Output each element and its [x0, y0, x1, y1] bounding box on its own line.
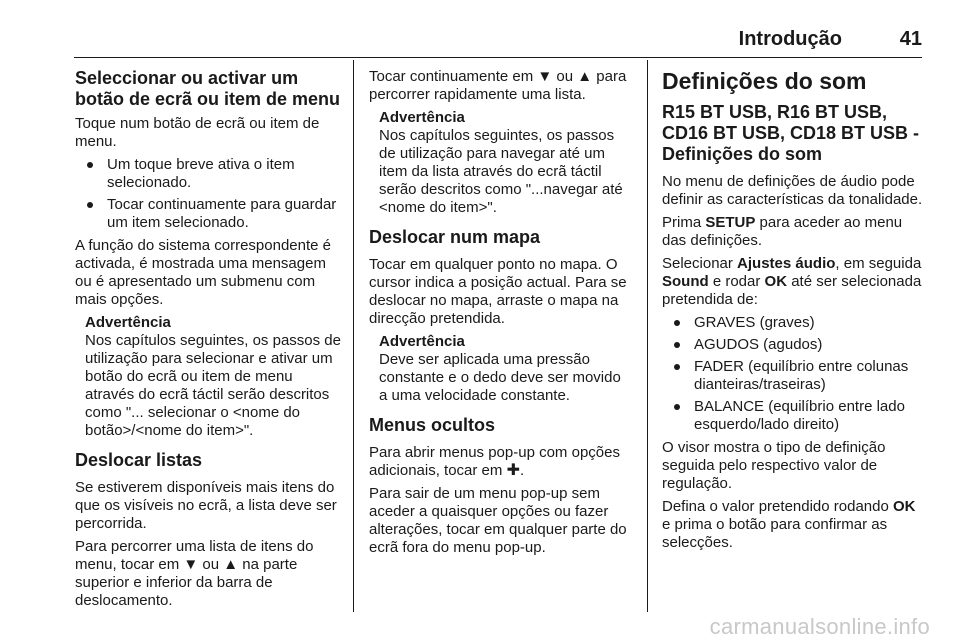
note-text: Nos capítulos seguintes, os passos de utilização para selecionar e ativar um botão do ecrã ou item de menu através do ecrã táctil serão descritos como "... selecionar o <nome do botão>/<nome do item>". [85, 332, 341, 439]
paragraph: O visor mostra o tipo de definição seguida pelo respectivo valor de regulação. [662, 439, 886, 492]
note-title: Advertência [379, 333, 465, 350]
column-divider-2 [647, 60, 648, 612]
note-text: Deve ser aplicada uma pressão constante e o dedo deve ser movido a uma velocidade constante. [379, 351, 621, 404]
list-item: GRAVES (graves) [662, 314, 926, 332]
note-title: Advertência [85, 314, 171, 331]
bullet-list [662, 314, 926, 434]
note-title: Advertência [379, 109, 465, 126]
list-item: Um toque breve ativa o item selecionado. [75, 156, 341, 192]
paragraph: A função do sistema correspondente é activada, é mostrada uma mensagem ou é apresentado um submenu com mais opções. [75, 237, 331, 308]
heading-scroll-map: Deslocar num mapa [369, 227, 541, 247]
plus-icon: ✚ [506, 462, 520, 479]
list-item: FADER (equilíbrio entre colunas dianteiras/traseiras) [662, 358, 926, 394]
paragraph: Para abrir menus pop-up com opções adicionais, tocar em ✚. [369, 444, 620, 479]
paragraph: Prima SETUP para aceder ao menu das definições. [662, 214, 903, 249]
list-item: Tocar continuamente para guardar um item selecionado. [75, 196, 341, 232]
watermark: carmanualsonline.info [709, 614, 930, 639]
section-title: Introdução [738, 28, 842, 50]
page-number: 41 [899, 28, 922, 50]
bullet-icon [674, 342, 680, 348]
bullet-list [75, 156, 341, 232]
column-1 [75, 68, 341, 615]
paragraph: Toque num botão de ecrã ou item de menu. [75, 115, 320, 150]
page-header [74, 25, 922, 58]
note-text: Nos capítulos seguintes, os passos de utilização para navegar até um item da lista através do ecrã táctil serão descritos como "...navegar até <nome do item>". [379, 127, 623, 216]
paragraph: No menu de definições de áudio pode definir as características da tonalidade. [662, 173, 923, 208]
paragraph: Defina o valor pretendido rodando OK e prima o botão para confirmar as selecções. [662, 498, 916, 551]
ok-key-label: OK [893, 498, 916, 515]
paragraph: Se estiverem disponíveis mais itens do que os visíveis no ecrã, a lista deve ser percorrida. [75, 479, 337, 532]
paragraph: Tocar continuamente em ▼ ou ▲ para percorrer rapidamente uma lista. [369, 68, 627, 103]
heading-select-activate: Seleccionar ou activar um botão de ecrã ou item de menu [75, 68, 341, 109]
paragraph: Tocar em qualquer ponto no mapa. O cursor indica a posição actual. Para se deslocar no mapa, arraste o mapa na direcção pretendida. [369, 256, 627, 327]
heading-hidden-menus: Menus ocultos [369, 415, 496, 435]
ok-key-label: OK [764, 273, 788, 290]
column-divider-1 [353, 60, 354, 612]
column-2 [369, 68, 633, 562]
heading-models-sound-settings: R15 BT USB, R16 BT USB, CD16 BT USB, CD18 BT USB - Definições do som [662, 102, 920, 164]
menu-label-audio: Ajustes áudio [737, 255, 836, 272]
paragraph: Para sair de um menu pop-up sem aceder a quaisquer opções ou fazer alterações, tocar em qualquer parte do ecrã fora do menu pop-up. [369, 485, 627, 556]
list-item: BALANCE (equilíbrio entre lado esquerdo/lado direito) [662, 398, 926, 434]
note-box [379, 109, 633, 217]
bullet-icon [674, 404, 680, 410]
list-item: AGUDOS (agudos) [662, 336, 926, 354]
bullet-icon [87, 162, 93, 168]
bullet-icon [674, 364, 680, 370]
paragraph: Para percorrer uma lista de itens do menu, tocar em ▼ ou ▲ na parte superior e inferior da barra de deslocamento. [75, 538, 314, 609]
heading-scroll-lists: Deslocar listas [75, 450, 203, 470]
menu-label-sound: Sound [662, 273, 709, 290]
bullet-icon [87, 202, 93, 208]
heading-sound-settings: Definições do som [662, 68, 867, 94]
setup-key-label: SETUP [705, 214, 756, 231]
note-box [379, 333, 633, 405]
column-3 [662, 68, 926, 557]
bullet-icon [674, 320, 680, 326]
paragraph: Selecionar Ajustes áudio, em seguida Sound e rodar OK até ser selecionada pretendida de: [662, 255, 922, 308]
note-box [85, 314, 341, 440]
